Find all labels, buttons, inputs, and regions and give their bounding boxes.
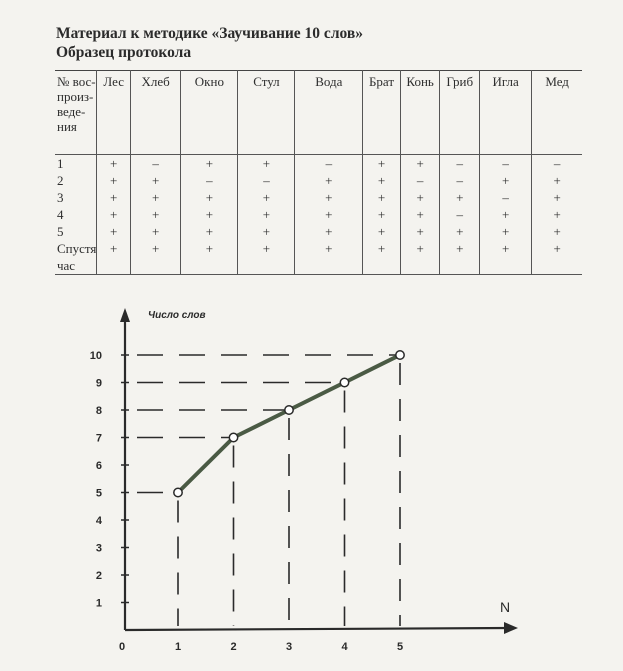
recall-mark: + <box>400 223 440 240</box>
word-header: Гриб <box>440 71 480 155</box>
x-axis <box>125 628 512 630</box>
recall-mark: + <box>400 206 440 223</box>
recall-mark: – <box>238 172 295 189</box>
document-subtitle: Образец протокола <box>56 44 192 61</box>
y-tick-label: 9 <box>95 377 102 390</box>
recall-mark: + <box>532 189 582 206</box>
recall-mark: + <box>181 206 238 223</box>
row-label: 3 <box>57 190 64 205</box>
y-axis-label: Число слов <box>148 310 206 321</box>
recall-mark: + <box>131 223 181 240</box>
recall-mark: + <box>295 172 363 189</box>
data-point <box>174 488 182 496</box>
y-axis-arrow <box>120 308 130 322</box>
y-tick-label: 3 <box>95 542 102 555</box>
recall-mark: + <box>532 223 582 240</box>
recall-mark: + <box>97 189 131 206</box>
recall-mark: + <box>400 189 440 206</box>
x-tick-label: 4 <box>341 641 348 653</box>
recall-mark: + <box>131 172 181 189</box>
recall-mark: + <box>131 206 181 223</box>
recall-mark: + <box>295 189 363 206</box>
word-header: Лес <box>97 71 131 155</box>
y-tick-label: 2 <box>95 570 102 582</box>
recall-mark: + <box>532 206 582 223</box>
y-tick-label: 1 <box>95 597 102 610</box>
recall-mark: + <box>131 189 181 206</box>
y-tick-label: 8 <box>95 405 102 417</box>
recall-mark: + <box>532 172 582 189</box>
recall-mark: + <box>97 223 131 240</box>
word-header: Конь <box>400 71 440 155</box>
recall-mark: + <box>363 240 401 275</box>
data-point <box>396 351 404 359</box>
recall-mark: + <box>480 223 532 240</box>
word-header: Мед <box>532 71 582 155</box>
recall-mark: + <box>295 240 363 275</box>
recall-mark: + <box>181 223 238 240</box>
recall-mark: + <box>181 155 238 173</box>
row-label: 1 <box>57 156 64 171</box>
recall-mark: + <box>181 240 238 275</box>
recall-mark: + <box>97 206 131 223</box>
recall-mark: + <box>181 189 238 206</box>
recall-mark: + <box>400 240 440 275</box>
recall-mark: – <box>532 155 582 173</box>
recall-mark: + <box>238 223 295 240</box>
recall-mark: + <box>238 206 295 223</box>
recall-mark: + <box>440 223 480 240</box>
data-point <box>229 433 237 441</box>
y-tick-label: 4 <box>95 515 102 527</box>
word-header: Игла <box>480 71 532 155</box>
x-tick-label: 3 <box>285 641 293 653</box>
recall-mark: – <box>131 155 181 173</box>
word-header: Брат <box>363 71 401 155</box>
recall-mark: + <box>238 155 295 173</box>
x-axis-label: N <box>500 599 511 615</box>
recall-mark: + <box>97 155 131 173</box>
y-tick-label: 7 <box>95 432 102 445</box>
y-tick-label: 5 <box>95 487 102 500</box>
recall-mark: + <box>440 189 480 206</box>
recall-mark: + <box>295 223 363 240</box>
recall-mark: + <box>363 172 401 189</box>
corner-header: № вос- произ- веде- ния <box>57 74 96 134</box>
y-tick-label: 6 <box>95 460 102 472</box>
recall-mark: + <box>97 240 131 275</box>
recall-mark: + <box>295 206 363 223</box>
recall-mark: + <box>363 206 401 223</box>
recall-mark: – <box>400 172 440 189</box>
recall-mark: + <box>363 189 401 206</box>
recall-mark: + <box>238 189 295 206</box>
word-header: Окно <box>181 71 238 155</box>
row-label: 5 <box>57 224 64 239</box>
recall-mark: + <box>131 240 181 275</box>
recall-mark: + <box>238 240 295 275</box>
recall-mark: + <box>363 155 401 173</box>
row-label: 2 <box>57 173 64 188</box>
recall-mark: – <box>181 172 238 189</box>
recall-mark: – <box>480 155 532 173</box>
x-tick-label: 0 <box>118 641 126 653</box>
x-tick-label: 2 <box>230 641 237 653</box>
data-point <box>340 378 348 386</box>
recall-mark: + <box>532 240 582 275</box>
recall-mark: – <box>480 189 532 206</box>
x-tick-label: 1 <box>174 641 182 653</box>
x-tick-label: 5 <box>396 641 404 653</box>
row-label: Спустя час <box>57 241 97 273</box>
y-tick-label: 10 <box>89 350 102 362</box>
word-header: Вода <box>295 71 363 155</box>
recall-mark: + <box>480 240 532 275</box>
document-title: Материал к методике «Заучивание 10 слов» <box>56 25 363 42</box>
recall-mark: + <box>97 172 131 189</box>
recall-mark: + <box>480 206 532 223</box>
data-point <box>285 406 293 414</box>
recall-mark: + <box>363 223 401 240</box>
recall-mark: – <box>440 172 480 189</box>
word-header: Стул <box>238 71 295 155</box>
recall-mark: – <box>440 155 480 173</box>
word-header: Хлеб <box>131 71 181 155</box>
recall-mark: + <box>480 172 532 189</box>
x-axis-arrow <box>504 622 518 634</box>
recall-mark: + <box>440 240 480 275</box>
recall-mark: – <box>440 206 480 223</box>
recall-mark: – <box>295 155 363 173</box>
recall-mark: + <box>400 155 440 173</box>
row-label: 4 <box>57 207 64 222</box>
